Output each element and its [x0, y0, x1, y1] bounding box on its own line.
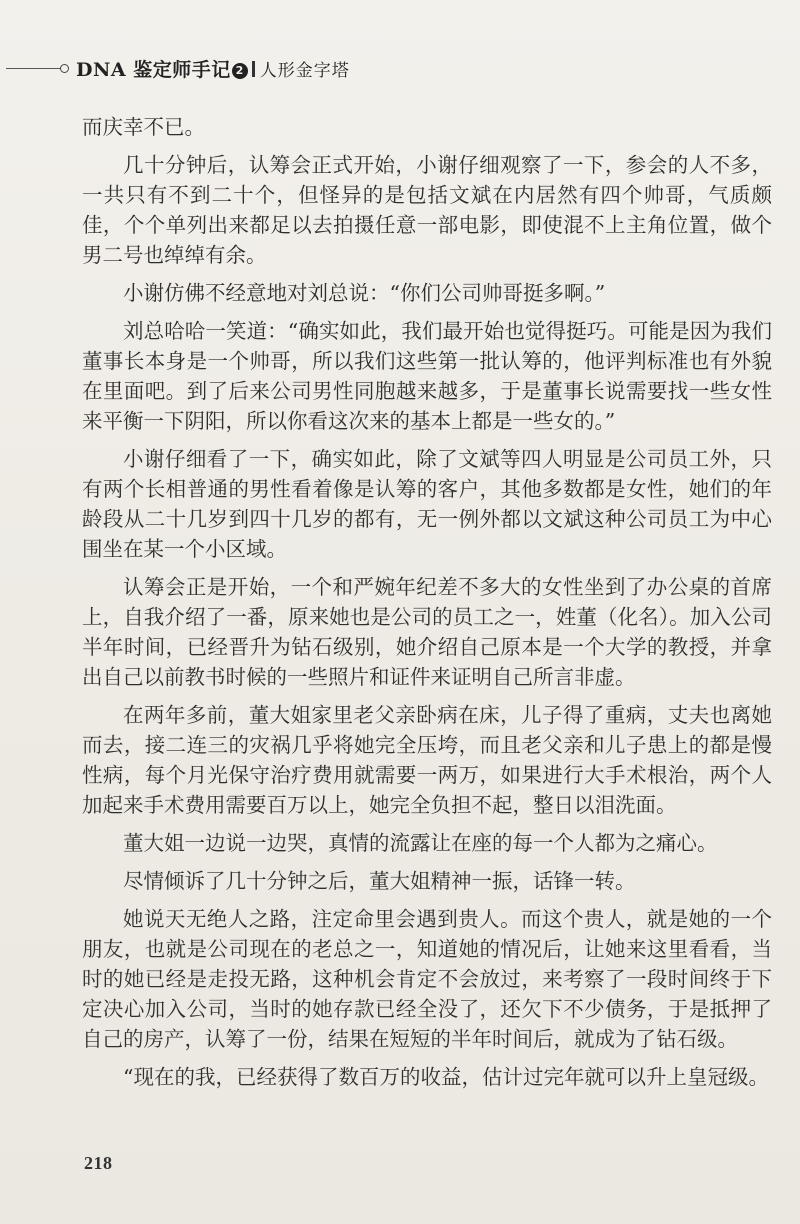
header-rule: [6, 68, 62, 69]
paragraph: 尽情倾诉了几十分钟之后，董大姐精神一振，话锋一转。: [123, 869, 636, 893]
paragraph: 董大姐一边说一边哭，真情的流露让在座的每一个人都为之痛心。: [123, 831, 718, 855]
body-text: [82, 112, 772, 1092]
paragraph-continued: 而庆幸不已。: [82, 115, 205, 139]
book-title: DNA 鉴定师手记: [76, 59, 231, 81]
paragraph: 在两年多前，董大姐家里老父亲卧病在床，儿子得了重病，丈夫也离她而去，接二连三的灾祸几乎将她完全压垮，而且老父亲和儿子患上的都是慢性病，每个月光保守治疗费用就需要一两万，如果进行大手术根治，两个人加起来手术费用需要百万以上，她完全负担不起，整日以泪洗面。: [82, 703, 772, 817]
paragraph: 刘总哈哈一笑道：“确实如此，我们最开始也觉得挺巧。可能是因为我们董事长本身是一个帅哥，所以我们这些第一批认筹的，他评判标准也有外貌在里面吧。到了后来公司男性同胞越来越多，于是董事长说需要找一些女性来平衡一下阴阳，所以你看这次来的基本上都是一些女的。”: [82, 319, 772, 433]
book-subtitle: 人形金字塔: [259, 61, 350, 81]
volume-number-badge: 2: [232, 63, 248, 79]
paragraph: 认筹会正是开始，一个和严婉年纪差不多大的女性坐到了办公桌的首席上，自我介绍了一番，原来她也是公司的员工之一，姓董（化名）。加入公司半年时间，已经晋升为钻石级别，她介绍自己原本是一个大学的教授，并拿出自己以前教书时候的一些照片和证件来证明自己所言非虚。: [82, 575, 772, 689]
paragraph: 小谢仿佛不经意地对刘总说：“你们公司帅哥挺多啊。”: [123, 281, 606, 305]
header-separator: [252, 61, 255, 77]
header-title: [76, 55, 350, 82]
paragraph: 她说天无绝人之路，注定命里会遇到贵人。而这个贵人，就是她的一个朋友，也就是公司现在的老总之一，知道她的情况后，让她来这里看看，当时的她已经是走投无路，这种机会肯定不会放过，来考察了一段时间终于下定决心加入公司，当时的她存款已经全没了，还欠下不少债务，于是抵押了自己的房产，认筹了一份，结果在短短的半年时间后，就成为了钻石级。: [82, 907, 772, 1051]
paragraph: “现在的我，已经获得了数百万的收益，估计过完年就可以升上皇冠级。: [123, 1065, 769, 1089]
header-circle-ornament: [60, 64, 69, 73]
running-head: [0, 54, 800, 82]
paragraph: 几十分钟后，认筹会正式开始，小谢仔细观察了一下，参会的人不多，一共只有不到二十个，但怪异的是包括文斌在内居然有四个帅哥，气质颇佳，个个单列出来都足以去拍摄任意一部电影，即使混不上主角位置，做个男二号也绰绰有余。: [82, 153, 772, 267]
paragraph: 小谢仔细看了一下，确实如此，除了文斌等四人明显是公司员工外，只有两个长相普通的男性看着像是认筹的客户，其他多数都是女性，她们的年龄段从二十几岁到四十几岁的都有，无一例外都以文斌这种公司员工为中心围坐在某一个小区域。: [82, 447, 772, 561]
page-number: 218: [84, 1153, 113, 1173]
